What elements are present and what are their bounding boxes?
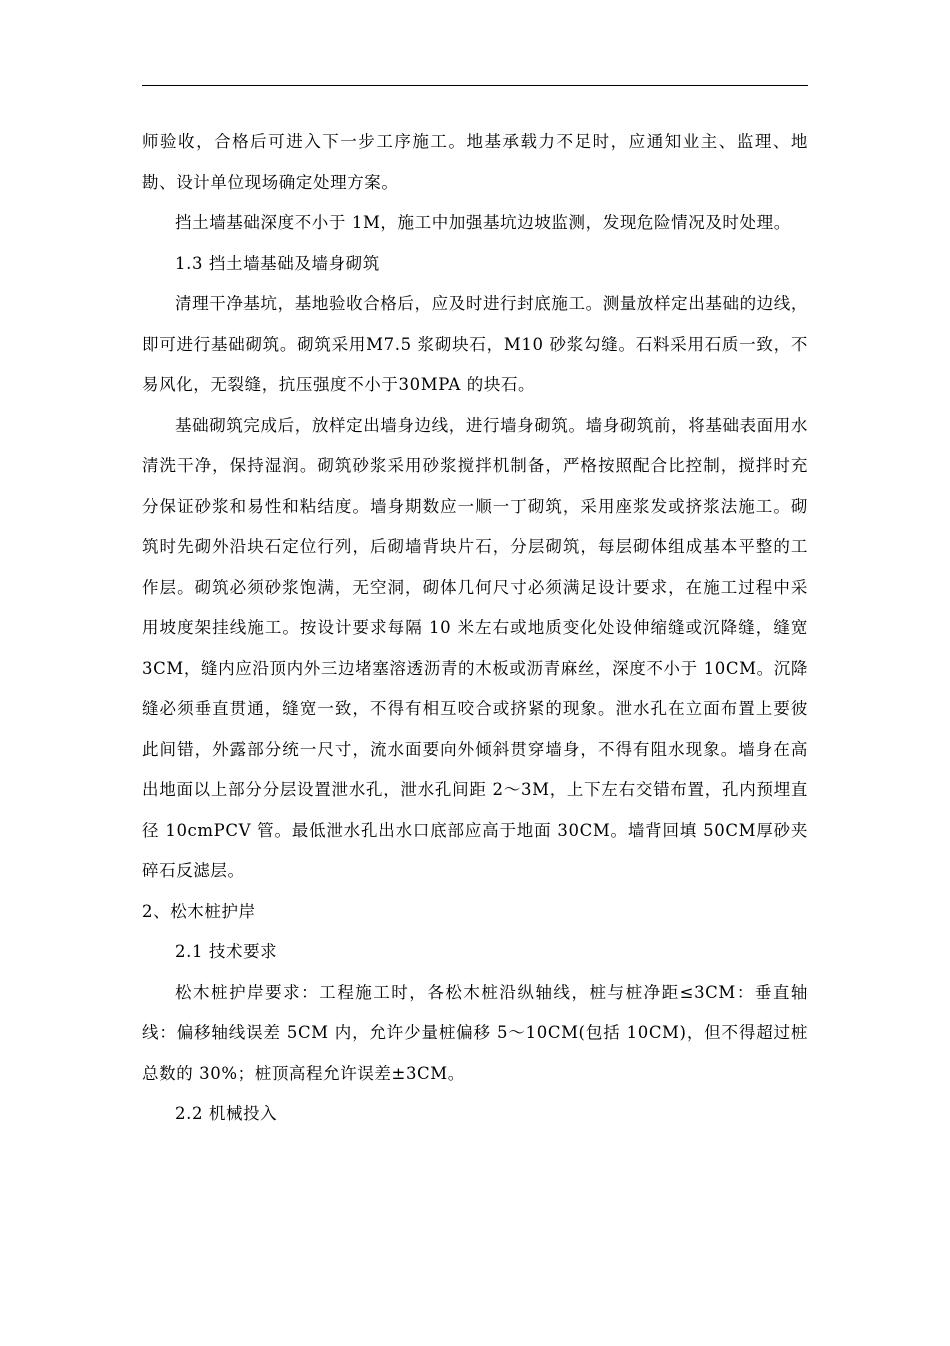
header-rule [142, 85, 808, 86]
document-body [142, 122, 808, 1135]
paragraph-acceptance: 师验收，合格后可进入下一步工序施工。地基承载力不足时，应通知业主、监理、地勘、设计单位现场确定处理方案。 [142, 132, 808, 192]
section-heading-2-1: 2.1 技术要求 [175, 942, 278, 961]
paragraph-foundation-depth: 挡土墙基础深度不小于 1M，施工中加强基坑边坡监测，发现危险情况及时处理。 [175, 213, 791, 232]
paragraph-pile-requirements: 松木桩护岸要求：工程施工时，各松木桩沿纵轴线，桩与桩净距≤3CM：垂直轴线：偏移轴线误差 5CM 内，允许少量桩偏移 5～10CM(包括 10CM)，但不得超过桩总数的 30%；桩顶高程允许误差±3CM。 [142, 982, 808, 1083]
paragraph-wall-masonry: 基础砌筑完成后，放样定出墙身边线，进行墙身砌筑。墙身砌筑前，将基础表面用水清洗干净，保持湿润。砌筑砂浆采用砂浆搅拌机制备，严格按照配合比控制，搅拌时充分保证砂浆和易性和粘结度。墙身期数应一顺一丁砌筑，采用座浆发或挤浆法施工。砌筑时先砌外沿块石定位行列，后砌墙背块片石，分层砌筑，每层砌体组成基本平整的工作层。砌筑必须砂浆饱满，无空洞，砌体几何尺寸必须满足设计要求，在施工过程中采用坡度架挂线施工。按设计要求每隔 10 米左右或地质变化处设伸缩缝或沉降缝，缝宽3CM，缝内应沿顶内外三边堵塞溶透沥青的木板或沥青麻丝，深度不小于 10CM。沉降缝必须垂直贯通，缝宽一致，不得有相互咬合或挤紧的现象。泄水孔在立面布置上要彼此间错，外露部分统一尺寸，流水面要向外倾斜贯穿墙身，不得有阻水现象。墙身在高出地面以上部分分层设置泄水孔，泄水孔间距 2～3M，上下左右交错布置，孔内预埋直径 10cmPCV 管。最低泄水孔出水口底部应高于地面 30CM。墙背回填 50CM厚砂夹碎石反滤层。 [142, 415, 808, 880]
section-heading-1-3: 1.3 挡土墙基础及墙身砌筑 [175, 253, 380, 273]
paragraph-foundation-masonry: 清理干净基坑，基地验收合格后，应及时进行封底施工。测量放样定出基础的边线，即可进行基础砌筑。砌筑采用M7.5 浆砌块石，M10 砂浆勾缝。石料采用石质一致，不易风化，无裂缝，抗压强度不小于30MPA 的块石。 [142, 294, 808, 394]
section-heading-2: 2、松木桩护岸 [142, 901, 256, 921]
section-heading-2-2: 2.2 机械投入 [175, 1104, 278, 1123]
